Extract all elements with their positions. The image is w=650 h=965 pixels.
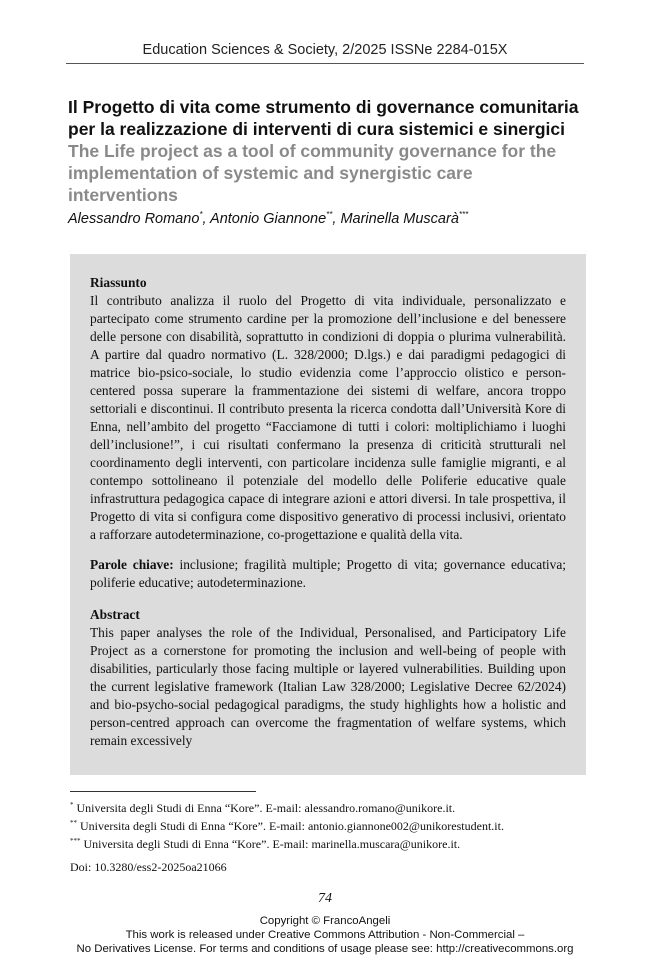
license-line: No Derivatives License. For terms and conditions of usage please see: http://creativecommons.org bbox=[76, 943, 574, 955]
journal-header: Education Sciences & Society, 2/2025 ISSNe 2284-015X bbox=[142, 42, 508, 58]
footnote-mark: * bbox=[70, 801, 74, 809]
footnote bbox=[70, 834, 584, 852]
footnotes bbox=[70, 798, 584, 852]
riassunto-heading: Riassunto bbox=[90, 275, 147, 290]
abstract-heading: Abstract bbox=[90, 607, 140, 622]
title-english: The Life project as a tool of community governance for the implementation of systemic and synergistic care interventions bbox=[68, 141, 557, 205]
footnote-mark: *** bbox=[70, 837, 81, 845]
author-mark: ** bbox=[326, 210, 333, 219]
license-notice bbox=[0, 914, 650, 956]
author-name: Marinella Muscarà bbox=[340, 210, 459, 227]
author-name: Alessandro Romano bbox=[68, 210, 200, 227]
title-italian: Il Progetto di vita come strumento di governance comunitaria per la realizzazione di interventi di cura sistemici e sinergici bbox=[68, 97, 579, 139]
doi: Doi: 10.3280/ess2-2025oa21066 bbox=[70, 860, 227, 874]
header-divider bbox=[66, 63, 584, 64]
footnote-divider bbox=[70, 791, 256, 792]
abstract-text: This paper analyses the role of the Individual, Personalised, and Participatory Life Project as a cornerstone for promoting the inclusion and well-being of people with disabilities, particularly those facing multiple or layered vulnerabilities. Building upon the current legislative framework (Italian Law 328/2000; Legislative Decree 62/2024) and bio-psycho-social pedagogical paradigms, the study highlights how a holistic and person-centred approach can overcome the fragmentation of welfare systems, which remain excessively bbox=[90, 625, 566, 748]
keywords-label: Parole chiave: bbox=[90, 557, 174, 572]
title-block bbox=[68, 96, 584, 228]
author-mark: *** bbox=[458, 210, 469, 219]
license-line: This work is released under Creative Commons Attribution - Non-Commercial – bbox=[125, 929, 525, 941]
author-name: Antonio Giannone bbox=[210, 210, 327, 227]
copyright-line: Copyright © FrancoAngeli bbox=[259, 915, 391, 927]
footnote-text: Universita degli Studi di Enna “Kore”. E-mail: alessandro.romano@unikore.it. bbox=[73, 801, 456, 815]
abstract-box bbox=[70, 254, 586, 775]
riassunto-text: Il contributo analizza il ruolo del Progetto di vita individuale, personalizzato e partecipato come strumento cardine per la promozione dell’inclusione e del benessere delle persone con disabilità, soprattutto in condizioni di doppia o plurima vulnerabilità. A partire dal quadro normativo (L. 328/2000; D.lgs.) e dai paradigmi pedagogici di matrice bio-psico-sociale, lo studio evidenzia come l’approccio olistico e person-centered possa superare la frammentazione dei sistemi di welfare, ancora troppo settoriali e discontinui. Il contributo presenta la ricerca condotta dall’Università Kore di Enna, nell’ambito del progetto “Facciamone di tutti i colori: moltiplichiamo i luoghi dell’inclusione!”, i cui risultati confermano la presenza di criticità strutturali nel coordinamento degli interventi, con particolare incidenza sulle famiglie migranti, e al contempo sottolineano il potenziale del modello delle Poliferie educative quale infrastruttura pedagogica capace di integrare azioni e attori diversi. In tale prospettiva, il Progetto di vita si configura come dispositivo generativo di processi inclusivi, orientato a rafforzare autodeterminazione, co-progettazione e qualità della vita. bbox=[90, 293, 566, 542]
footnote-text: Universita degli Studi di Enna “Kore”. E-mail: antonio.giannone002@unikorestudent.it. bbox=[77, 819, 504, 833]
keywords bbox=[90, 556, 566, 592]
footnote bbox=[70, 816, 584, 834]
author-mark: * bbox=[199, 210, 203, 219]
footnote-mark: ** bbox=[70, 819, 77, 827]
keywords-text: inclusione; fragilità multiple; Progetto di vita; governance educativa; poliferie educative; autodeterminazione. bbox=[90, 557, 566, 590]
page-number: 74 bbox=[318, 891, 332, 906]
author-list: Alessandro Romano*, Antonio Giannone**, Marinella Muscarà*** bbox=[68, 210, 469, 227]
footnote bbox=[70, 798, 584, 816]
footnote-text: Universita degli Studi di Enna “Kore”. E-mail: marinella.muscara@unikore.it. bbox=[80, 837, 461, 851]
